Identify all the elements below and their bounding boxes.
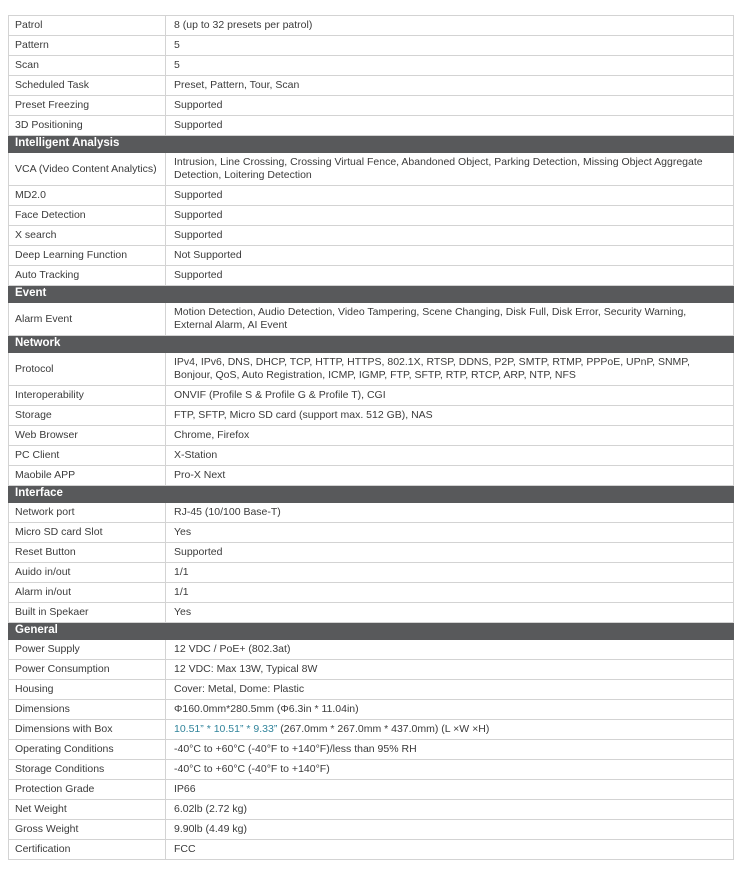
spec-row	[9, 563, 734, 583]
row-value	[166, 720, 734, 740]
spec-row	[9, 523, 734, 543]
spec-row	[9, 840, 734, 860]
row-value: 6.02lb (2.72 kg)	[166, 800, 734, 820]
row-value: 5	[166, 56, 734, 76]
row-value: 12 VDC: Max 13W, Typical 8W	[166, 660, 734, 680]
row-value: -40°C to +60°C (-40°F to +140°F)	[166, 760, 734, 780]
row-label: Face Detection	[9, 206, 166, 226]
row-label: Micro SD card Slot	[9, 523, 166, 543]
row-value: Intrusion, Line Crossing, Crossing Virtual Fence, Abandoned Object, Parking Detection, Missing Object Aggregate Detection, Loitering Detection	[166, 153, 734, 186]
row-label: Gross Weight	[9, 820, 166, 840]
row-label: 3D Positioning	[9, 116, 166, 136]
row-label: Alarm Event	[9, 303, 166, 336]
row-label: Storage	[9, 406, 166, 426]
spec-row	[9, 740, 734, 760]
row-label: Patrol	[9, 16, 166, 36]
spec-row	[9, 303, 734, 336]
row-value: Supported	[166, 96, 734, 116]
row-value: Supported	[166, 186, 734, 206]
row-label: Protocol	[9, 353, 166, 386]
spec-row	[9, 680, 734, 700]
row-value: ONVIF (Profile S & Profile G & Profile T), CGI	[166, 386, 734, 406]
row-value: Supported	[166, 116, 734, 136]
row-label: Storage Conditions	[9, 760, 166, 780]
row-value: 1/1	[166, 563, 734, 583]
spec-row	[9, 660, 734, 680]
spec-row	[9, 76, 734, 96]
row-value: 5	[166, 36, 734, 56]
spec-row	[9, 16, 734, 36]
spec-row	[9, 386, 734, 406]
row-label: Pattern	[9, 36, 166, 56]
row-value: Supported	[166, 543, 734, 563]
section-header-row	[9, 136, 734, 153]
row-value: Supported	[166, 206, 734, 226]
row-label: Deep Learning Function	[9, 246, 166, 266]
spec-row	[9, 406, 734, 426]
section-header: Interface	[9, 486, 734, 503]
row-value: 12 VDC / PoE+ (802.3at)	[166, 640, 734, 660]
row-label: Dimensions	[9, 700, 166, 720]
spec-row	[9, 96, 734, 116]
row-label: Auido in/out	[9, 563, 166, 583]
row-label: X search	[9, 226, 166, 246]
row-label: Web Browser	[9, 426, 166, 446]
spec-row	[9, 426, 734, 446]
row-label: Alarm in/out	[9, 583, 166, 603]
row-value: Supported	[166, 266, 734, 286]
row-value: 9.90lb (4.49 kg)	[166, 820, 734, 840]
spec-row	[9, 446, 734, 466]
spec-row	[9, 116, 734, 136]
row-value: -40°C to +60°C (-40°F to +140°F)/less than 95% RH	[166, 740, 734, 760]
section-header-row	[9, 286, 734, 303]
row-value: Yes	[166, 603, 734, 623]
row-label: PC Client	[9, 446, 166, 466]
row-value: 8 (up to 32 presets per patrol)	[166, 16, 734, 36]
spec-row	[9, 466, 734, 486]
row-label: VCA (Video Content Analytics)	[9, 153, 166, 186]
row-label: Scheduled Task	[9, 76, 166, 96]
section-header-row	[9, 336, 734, 353]
row-value: IP66	[166, 780, 734, 800]
row-label: MD2.0	[9, 186, 166, 206]
row-label: Certification	[9, 840, 166, 860]
spec-row	[9, 583, 734, 603]
spec-row	[9, 700, 734, 720]
row-label: Interoperability	[9, 386, 166, 406]
row-label: Preset Freezing	[9, 96, 166, 116]
section-header: Intelligent Analysis	[9, 136, 734, 153]
row-value: Cover: Metal, Dome: Plastic	[166, 680, 734, 700]
row-label: Operating Conditions	[9, 740, 166, 760]
row-value: Φ160.0mm*280.5mm (Φ6.3in * 11.04in)	[166, 700, 734, 720]
row-value: Yes	[166, 523, 734, 543]
row-value: Chrome, Firefox	[166, 426, 734, 446]
row-value: Motion Detection, Audio Detection, Video Tampering, Scene Changing, Disk Full, Disk Error, Security Warning, External Alarm, AI Event	[166, 303, 734, 336]
row-label: Power Consumption	[9, 660, 166, 680]
spec-row	[9, 603, 734, 623]
row-value: X-Station	[166, 446, 734, 466]
spec-row	[9, 36, 734, 56]
row-value: Preset, Pattern, Tour, Scan	[166, 76, 734, 96]
section-header: Network	[9, 336, 734, 353]
spec-row	[9, 503, 734, 523]
spec-row	[9, 153, 734, 186]
spec-row	[9, 780, 734, 800]
row-value-part: 10.51” * 10.51” * 9.33”	[174, 723, 281, 735]
row-value: Pro-X Next	[166, 466, 734, 486]
row-label: Network port	[9, 503, 166, 523]
section-header-row	[9, 623, 734, 640]
spec-table-body	[9, 16, 734, 860]
spec-row	[9, 800, 734, 820]
row-value: Not Supported	[166, 246, 734, 266]
spec-row	[9, 206, 734, 226]
row-label: Power Supply	[9, 640, 166, 660]
section-header: Event	[9, 286, 734, 303]
row-value: Supported	[166, 226, 734, 246]
spec-row	[9, 353, 734, 386]
spec-row	[9, 246, 734, 266]
row-label: Dimensions with Box	[9, 720, 166, 740]
row-label: Built in Spekaer	[9, 603, 166, 623]
spec-row	[9, 226, 734, 246]
spec-row	[9, 56, 734, 76]
row-label: Protection Grade	[9, 780, 166, 800]
row-label: Maobile APP	[9, 466, 166, 486]
spec-row	[9, 640, 734, 660]
spec-row	[9, 760, 734, 780]
section-header: General	[9, 623, 734, 640]
row-label: Auto Tracking	[9, 266, 166, 286]
row-value: IPv4, IPv6, DNS, DHCP, TCP, HTTP, HTTPS, 802.1X, RTSP, DDNS, P2P, SMTP, RTMP, PPPoE, UPnP, SNMP, Bonjour, QoS, Auto Registration, ICMP, IGMP, FTP, SFTP, RTP, RTCP, ARP, NTP, NFS	[166, 353, 734, 386]
row-label: Net Weight	[9, 800, 166, 820]
row-value: 1/1	[166, 583, 734, 603]
row-label: Reset Button	[9, 543, 166, 563]
spec-row	[9, 820, 734, 840]
row-label: Scan	[9, 56, 166, 76]
spec-row	[9, 186, 734, 206]
spec-row	[9, 266, 734, 286]
spec-table	[8, 15, 734, 860]
row-value: FCC	[166, 840, 734, 860]
section-header-row	[9, 486, 734, 503]
row-value: RJ-45 (10/100 Base-T)	[166, 503, 734, 523]
spec-row	[9, 543, 734, 563]
spec-row	[9, 720, 734, 740]
row-value: FTP, SFTP, Micro SD card (support max. 512 GB), NAS	[166, 406, 734, 426]
row-label: Housing	[9, 680, 166, 700]
row-value-part: (267.0mm * 267.0mm * 437.0mm) (L ×W ×H)	[280, 723, 490, 735]
